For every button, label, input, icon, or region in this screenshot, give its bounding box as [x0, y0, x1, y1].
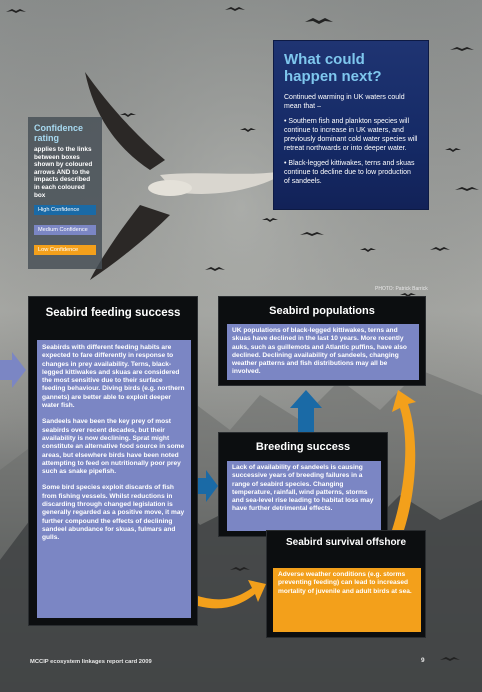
feeding-paragraph: Seabirds with different feeding habits are expected to fare differently in response to changes in prey availability. Terns, black-legged kittiwakes and skuas are considered the most sensitive due to their surface feeding behaviour. Diving birds (e.g. northern gannets) are better able to exploit deeper water fish.	[42, 344, 185, 410]
what-next-bullet: • Black-legged kittiwakes, terns and skuas continue to decline due to low production of sandeels.	[284, 160, 415, 185]
confidence-rating-legend	[28, 117, 102, 269]
page-number: 9	[421, 657, 425, 664]
confidence-title: Confidence rating	[34, 123, 84, 143]
what-next-intro: Continued warming in UK waters could mean that –	[284, 94, 405, 110]
what-next-title: What could happen next?	[284, 51, 382, 85]
photo-credit: PHOTO: Patrick Barrick	[375, 286, 428, 292]
populations-text: UK populations of black-legged kittiwakes, terns and skuas have declined in the last 10 years. More recently auks, such as guillemots and Atlantic puffins, have also declined. Declining availability of sandeels, changing weather patterns and fish distributions may all be involved.	[227, 324, 419, 380]
populations-title: Seabird populations	[269, 305, 375, 317]
feeding-title: Seabird feeding success	[45, 307, 181, 319]
feeding-paragraph: Some bird species exploit discards of fish from fishing vessels. Whilst reductions in discarding through changed legislation is generally regarded as a positive move, it may further compound the effects of declining sandeel abundance for skuas, fulmars and gulls.	[42, 484, 185, 542]
what-next-bullet: • Southern fish and plankton species will continue to increase in UK waters, and previously dominant cold water species will retreat northwards or into deeper water.	[284, 118, 418, 152]
breeding-success-box	[218, 432, 388, 537]
seabird-survival-offshore-box	[266, 530, 426, 638]
breeding-text: Lack of availability of sandeels is causing successive years of breeding failures in a range of seabird species. Changing temperature, rainfall, wind patterns, storms and sea-level rise leading to habitat loss may have further detrimental effects.	[227, 461, 381, 531]
confidence-description: applies to the links between boxes shown by coloured arrows AND to the impacts described in each coloured box	[34, 146, 93, 199]
survival-text: Adverse weather conditions (e.g. storms preventing feeding) can lead to increased mortality of juvenile and adult birds at sea.	[273, 568, 421, 632]
seabird-populations-box	[218, 296, 426, 386]
what-could-happen-next-box	[273, 40, 429, 210]
legend-medium-confidence: Medium Confidence	[34, 225, 96, 235]
feeding-text-panel	[37, 340, 191, 618]
breeding-title: Breeding success	[255, 441, 351, 453]
legend-low-confidence: Low Confidence	[34, 245, 96, 255]
seabird-feeding-success-box	[28, 296, 198, 626]
what-next-list	[284, 117, 418, 186]
footer-report-title: MCCIP ecosystem linkages report card 2009	[30, 659, 152, 665]
legend-high-confidence: High Confidence	[34, 205, 96, 215]
feeding-paragraph: Sandeels have been the key prey of most seabirds over recent decades, but their availability is now declining. Sprat might constitute an alternative food source in some areas, but elsewhere birds have been noted attempting to feed on nutritionally poor prey such as snake pipefish.	[42, 418, 185, 476]
survival-title: Seabird survival offshore	[285, 537, 407, 548]
